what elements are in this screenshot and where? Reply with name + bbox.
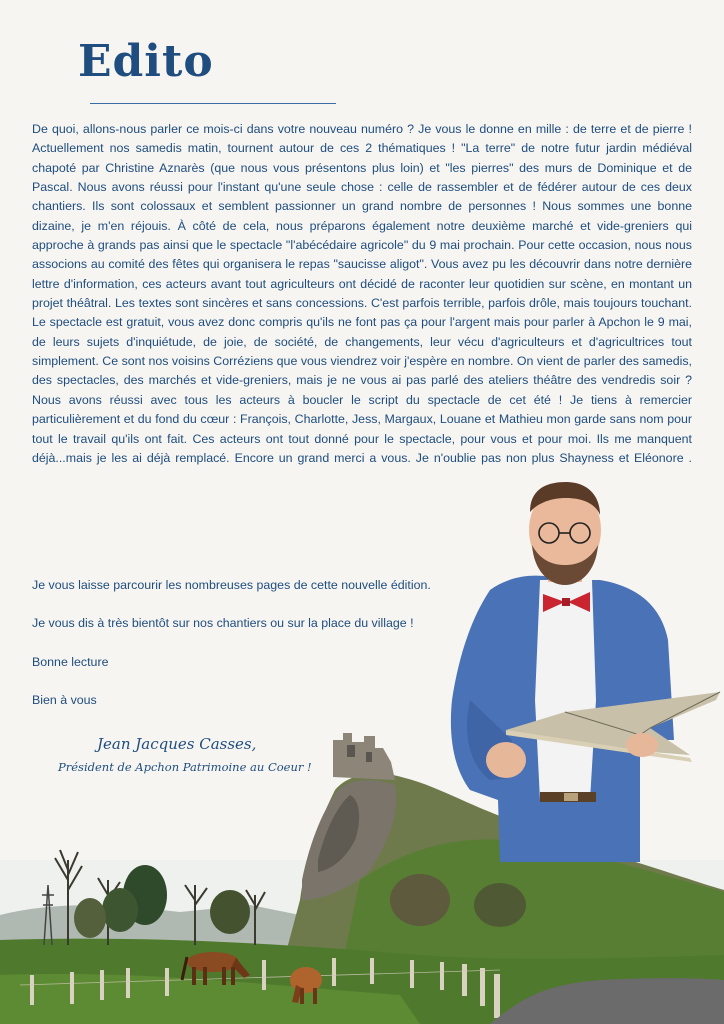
castle-ruins <box>333 733 395 780</box>
edito-paragraph-main: De quoi, allons-nous parler ce mois-ci dans votre nouveau numéro ? Je vous le donne en mille : de terre et de pierre ! Actuellement nos samedis matin, tournent autour de ces 2 thématiques ! "La terre" de notre futur jardin médiéval chapoté par Christine Aznarès (que nous vous présentons plus loin) et "les pierres" des murs de Dominique et de Pascal. Nous avons réussi pour l'instant qu'une seule chose : celle de rassembler et de fédérer autour de ces deux chantiers. Ils sont colossaux et semblent passionner un grand nombre de personnes ! Nous sommes une bonne dizaine, je m'en réjouis. À côté de cela, nous préparons également notre deuxième marché et vide-greniers qui approche à grands pas ainsi que le spectacle "l'abécédaire agricole" du 9 mai prochain. Pour cette occasion, nous nous associons au comité des fêtes qui organisera le repas "saucisse aligot". Vous avez pu les découvrir dans notre dernière lettre d'information, ces acteurs avant tout agriculteurs ont décidé de raconter leur quotidien sur scène, en montant un projet théâtral. Les textes sont sincères et sans concessions. C'est parfois terrible, parfois drôle, mais toujours touchant. Le spectacle est gratuit, vous avez donc compris qu'ils ne font pas ça pour l'argent mais pour parler à Apchon le 9 mai, de leurs sujets d'inquiétude, de joie, de société, de changements, leur vécu d'agriculteurs et d'agricultrices tout simplement. Ce sont nos voisins Corréziens que vous viendrez voir j'espère en nombre. On vient de parler des samedis, des spectacles, des marchés et vide-greniers, mais je ne vous ai pas parlé des ateliers théâtre des vendredis soir ? Nous avons réussi avec tous les acteurs à boucler le script du spectacle de cet été ! Je tiens à remercier particulièrement et du fond du cœur : François, Charlotte, Jess, Margaux, Louane et Mathieu mon garde sans nom pour tout le travail qu'ils ont fait. Ces acteurs ont tout donné pour le spectacle, pour vous et pour moi. Ils me manquent déjà...mais je les ai déjà remplacé. Encore un grand merci a vous. Je n'oublie pas non plus Shayness et Eléonore . <box>32 122 692 465</box>
edito-closing-reading: Bonne lecture <box>32 655 109 669</box>
title-underline <box>90 103 336 104</box>
edito-paragraph-pages: Je vous laisse parcourir les nombreuses pages de cette nouvelle édition. <box>32 578 431 592</box>
signature-name: Jean Jacques Casses, <box>97 735 257 753</box>
signature-role: Président de Apchon Patrimoine au Coeur ! <box>58 760 312 774</box>
edito-paragraph-farewell: Je vous dis à très bientôt sur nos chantiers ou sur la place du village ! <box>32 616 414 630</box>
page-title: Edito <box>78 36 214 87</box>
edito-closing-regards: Bien à vous <box>32 693 97 707</box>
